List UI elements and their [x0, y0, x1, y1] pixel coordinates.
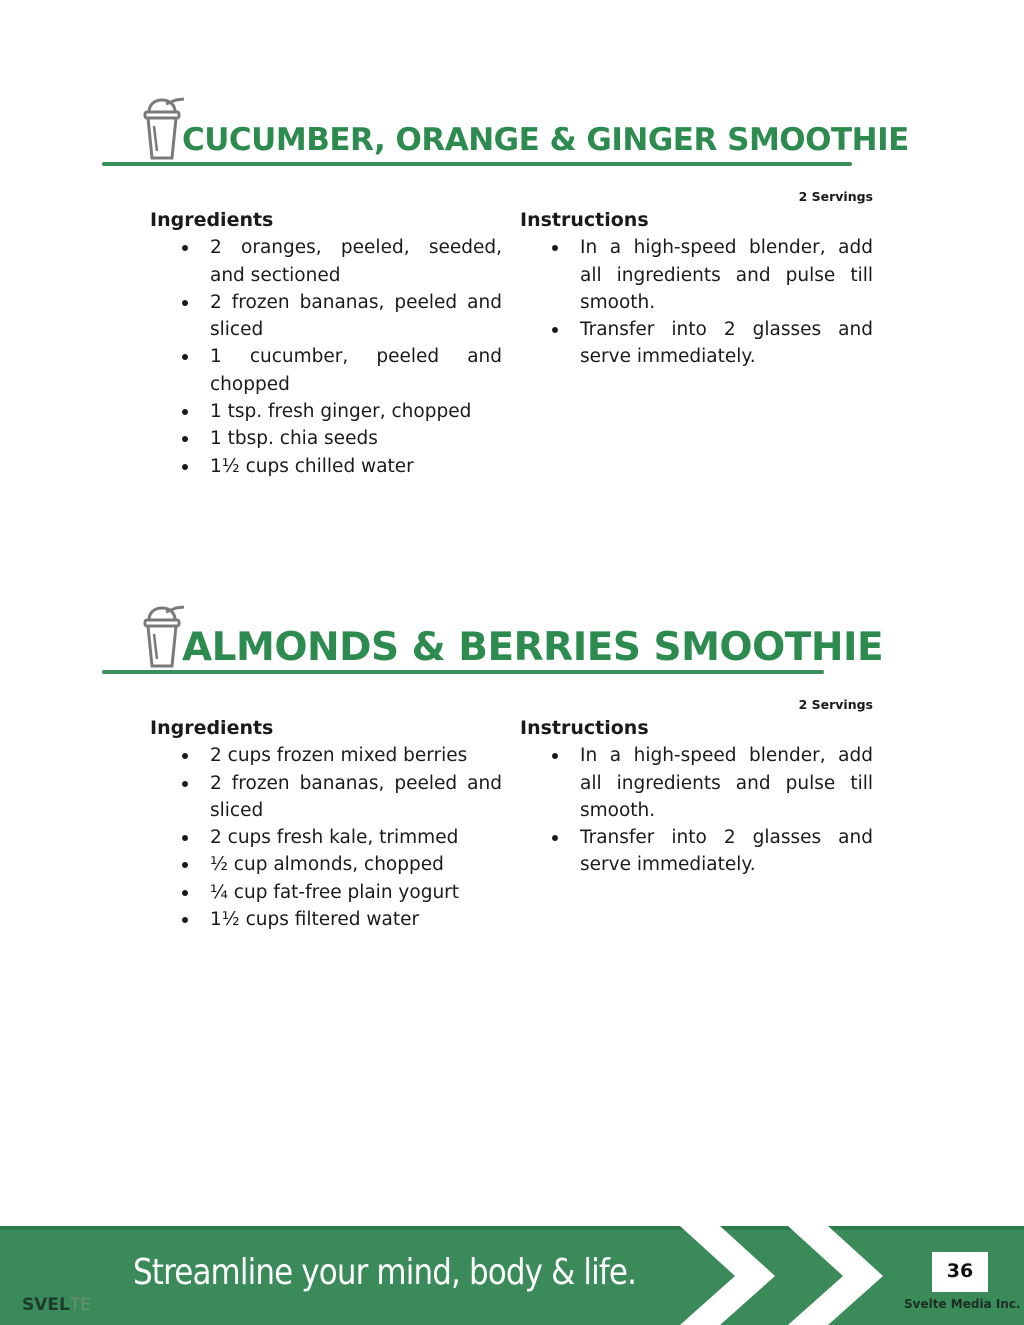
instructions-column — [520, 207, 873, 371]
title-underline — [102, 162, 852, 166]
instructions-column — [520, 715, 873, 879]
list-item: 1½ cups chilled water — [150, 453, 502, 480]
brand-logo — [22, 1295, 91, 1315]
recipe-1-header — [102, 96, 909, 166]
recipe-2 — [0, 604, 1024, 964]
smoothie-cup-icon — [140, 96, 184, 162]
list-item: Transfer into 2 glasses and serve immediately. — [520, 316, 873, 371]
instructions-heading: Instructions — [520, 209, 649, 231]
ingredients-list — [150, 742, 502, 933]
list-item: 2 frozen bananas, peeled and sliced — [150, 289, 502, 344]
list-item: In a high-speed blender, add all ingredients and pulse till smooth. — [520, 742, 873, 824]
list-item: 2 cups frozen mixed berries — [150, 742, 502, 769]
chevron-right-icon — [680, 1226, 790, 1325]
list-item: 2 cups fresh kale, trimmed — [150, 824, 502, 851]
logo-bold-text: SVEL — [22, 1295, 70, 1315]
list-item: 2 frozen bananas, peeled and sliced — [150, 770, 502, 825]
page-number-box — [932, 1252, 988, 1292]
recipe-2-header — [102, 604, 884, 674]
page-number: 36 — [946, 1260, 974, 1282]
list-item: 1 cucumber, peeled and chopped — [150, 343, 502, 398]
recipe-1 — [0, 96, 1024, 496]
list-item: 1 tsp. fresh ginger, chopped — [150, 398, 502, 425]
list-item: ½ cup almonds, chopped — [150, 851, 502, 878]
instructions-list — [520, 742, 873, 878]
list-item: ¼ cup fat-free plain yogurt — [150, 879, 502, 906]
servings-label: 2 Servings — [798, 189, 873, 204]
footer-tagline: Streamline your mind, body & life. — [133, 1252, 637, 1293]
servings-label: 2 Servings — [798, 697, 873, 712]
ingredients-column — [150, 207, 502, 480]
instructions-list — [520, 234, 873, 370]
list-item: 2 oranges, peeled, seeded, and sectioned — [150, 234, 502, 289]
ingredients-list — [150, 234, 502, 480]
ingredients-heading: Ingredients — [150, 209, 274, 231]
ingredients-column — [150, 715, 502, 933]
title-underline — [102, 670, 824, 674]
logo-light-text: TE — [69, 1295, 91, 1315]
list-item: Transfer into 2 glasses and serve immediately. — [520, 824, 873, 879]
company-name: Svelte Media Inc. — [904, 1297, 1021, 1311]
ingredients-heading: Ingredients — [150, 717, 274, 739]
recipe-title: CUCUMBER, ORANGE & GINGER SMOOTHIE — [182, 122, 909, 158]
footer-banner — [0, 1226, 1024, 1325]
instructions-heading: Instructions — [520, 717, 649, 739]
list-item: In a high-speed blender, add all ingredients and pulse till smooth. — [520, 234, 873, 316]
smoothie-cup-icon — [140, 604, 184, 670]
list-item: 1½ cups filtered water — [150, 906, 502, 933]
recipe-title: ALMONDS & BERRIES SMOOTHIE — [182, 625, 884, 670]
list-item: 1 tbsp. chia seeds — [150, 425, 502, 452]
chevron-right-icon — [788, 1226, 898, 1325]
